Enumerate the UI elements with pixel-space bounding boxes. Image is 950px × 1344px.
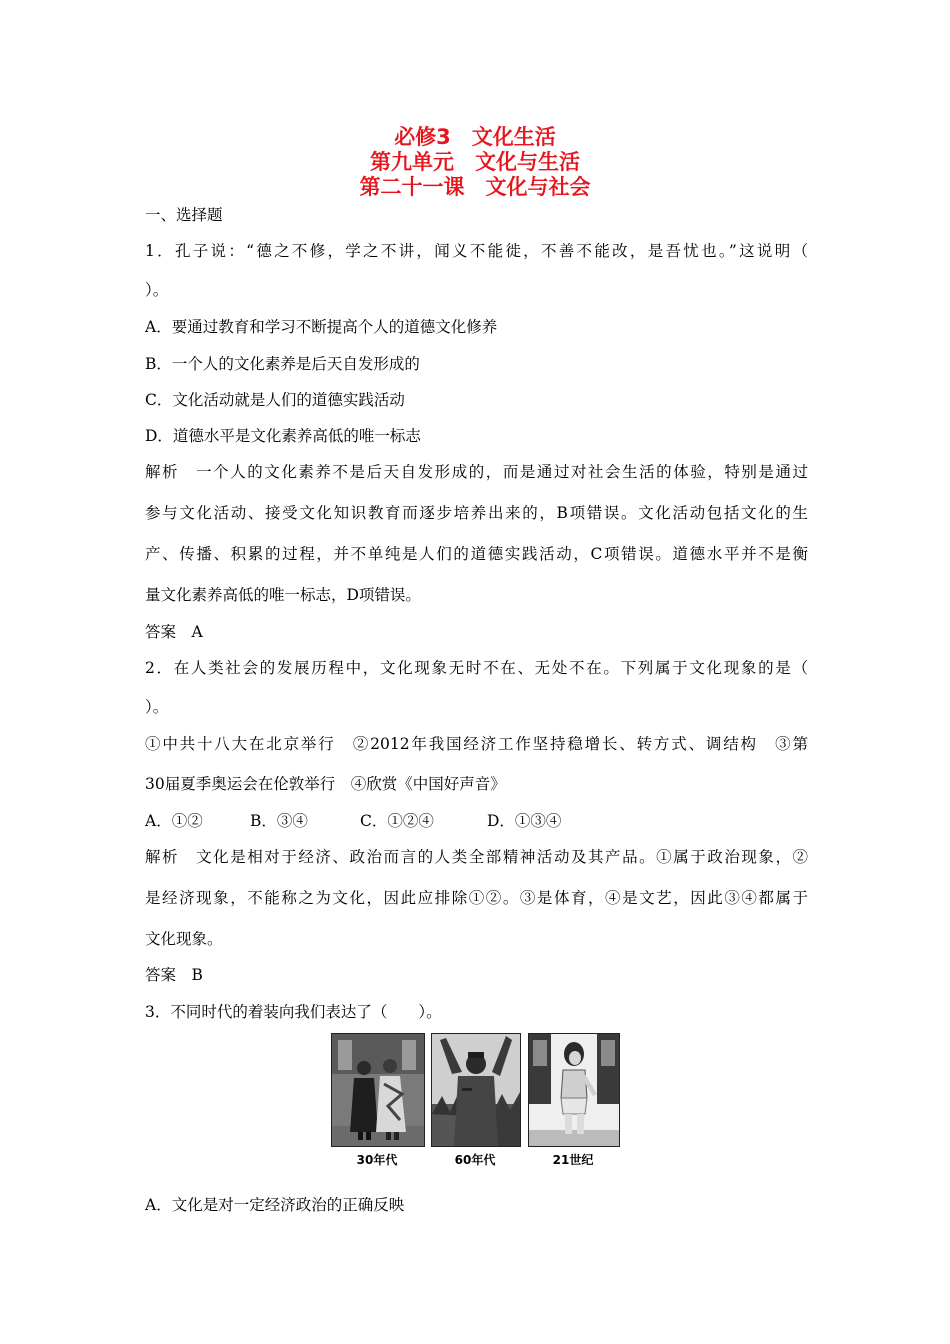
q1-stem-line-1: 1．孔子说：“德之不修，学之不讲，闻义不能徙，不善不能改，是吾忧也。”这说明（ [145, 242, 808, 260]
q1-answer: 答案 A [145, 623, 203, 641]
section-heading: 一、选择题 [145, 206, 223, 224]
q2-stem-line-2: ）。 [145, 698, 169, 716]
title-line-3: 第二十一课 文化与社会 [359, 175, 591, 199]
title-line-1: 必修3 文化生活 [394, 125, 556, 149]
q2-analysis-line-1: 解析 文化是相对于经济、政治而言的人类全部精神活动及其产品。①属于政治现象，② [145, 848, 808, 866]
photo-21st-century [528, 1033, 620, 1147]
photo-1960s [431, 1033, 521, 1147]
photo-caption-1960s: 60年代 [454, 1153, 496, 1167]
q1-analysis-line-2: 参与文化活动、接受文化知识教育而逐步培养出来的，B项错误。文化活动包括文化的生 [145, 504, 808, 522]
q2-stem-line-1: 2．在人类社会的发展历程中，文化现象无时不在、无处不在。下列属于文化现象的是（ [145, 659, 808, 677]
q1-analysis-line-4: 量文化素养高低的唯一标志，D项错误。 [145, 586, 421, 604]
q2-analysis-line-2: 是经济现象，不能称之为文化，因此应排除①②。③是体育，④是文艺，因此③④都属于 [145, 889, 808, 907]
q2-items-line-2: 30届夏季奥运会在伦敦举行 ④欣赏《中国好声音》 [145, 775, 506, 793]
q2-analysis-line-3: 文化现象。 [145, 930, 223, 948]
q1-option-b: B．一个人的文化素养是后天自发形成的 [145, 355, 420, 373]
q1-option-a: A．要通过教育和学习不断提高个人的道德文化修养 [145, 318, 498, 336]
q3-stem: 3．不同时代的着装向我们表达了（ ）。 [145, 1003, 442, 1021]
q1-analysis-line-1: 解析 一个人的文化素养不是后天自发形成的，而是通过对社会生活的体验，特别是通过 [145, 463, 808, 481]
q2-answer: 答案 B [145, 966, 203, 984]
q2-option-a: A．①② [145, 812, 203, 830]
photo-caption-1930s: 30年代 [356, 1153, 398, 1167]
photo-1930s [331, 1033, 425, 1147]
q1-stem-line-2: ）。 [145, 281, 169, 299]
q2-option-c: C．①②④ [360, 812, 434, 830]
q2-items-line-1: ①中共十八大在北京举行 ②2012年我国经济工作坚持稳增长、转方式、调结构 ③第 [145, 735, 808, 753]
q3-option-a: A．文化是对一定经济政治的正确反映 [145, 1196, 405, 1214]
q1-option-d: D．道德水平是文化素养高低的唯一标志 [145, 427, 421, 445]
title-line-2: 第九单元 文化与生活 [370, 150, 580, 174]
q2-option-d: D．①③④ [487, 812, 562, 830]
q2-option-b: B．③④ [250, 812, 308, 830]
photo-caption-21st-century: 21世纪 [552, 1153, 594, 1167]
q1-analysis-line-3: 产、传播、积累的过程，并不单纯是人们的道德实践活动，C项错误。道德水平并不是衡 [145, 545, 808, 563]
q1-option-c: C．文化活动就是人们的道德实践活动 [145, 391, 405, 409]
